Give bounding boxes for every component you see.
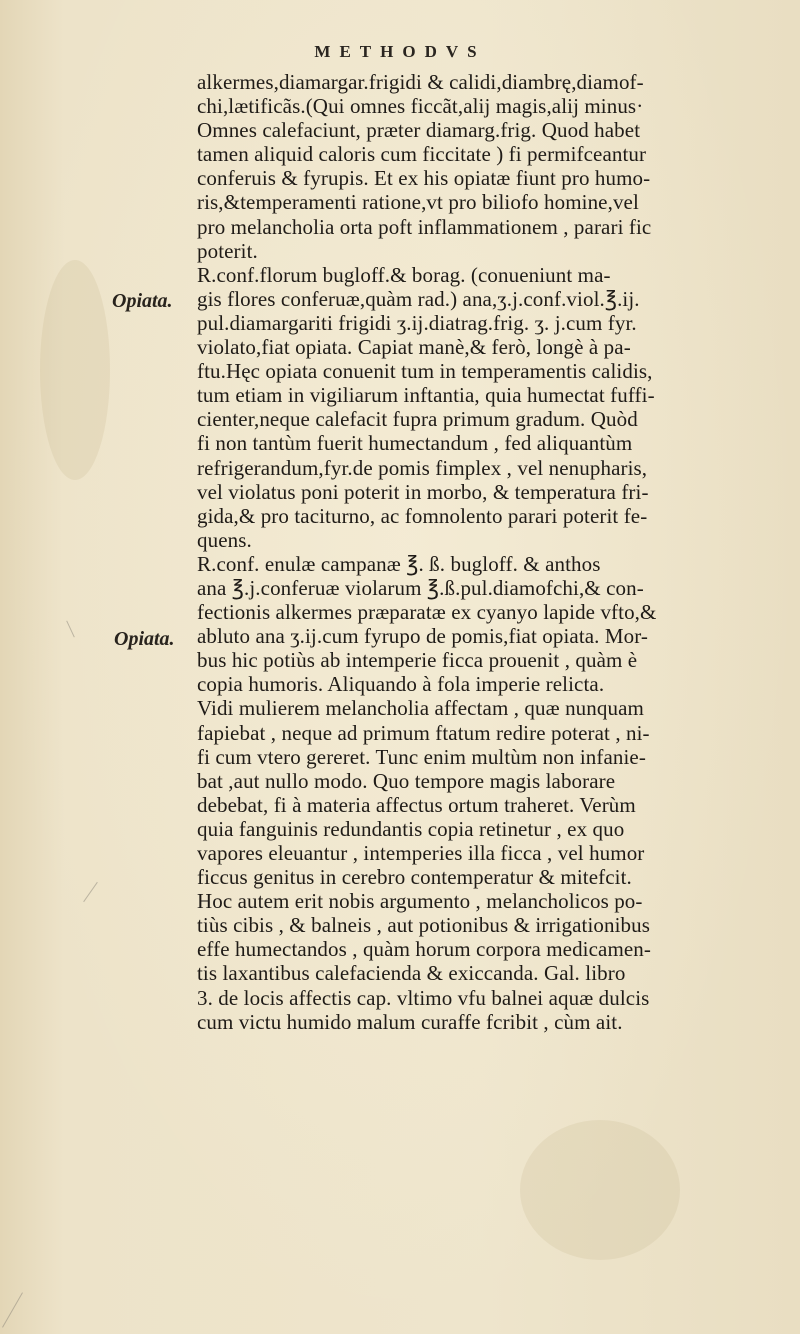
margin-note-opiata-2: Opiata. [114,628,175,650]
text-line: copia humoris. Aliquando à fola imperie relicta. [197,672,605,697]
text-line: fi non tantùm fuerit humectandum , fed aliquantùm [197,431,633,456]
text-line: tis laxantibus calefacienda & exiccanda. Gal. libro [197,961,626,986]
text-line: bat ,aut nullo modo. Quo tempore magis laborare [197,768,616,793]
text-line: refrigerandum,fyr.de pomis fimplex , vel nenupharis, [197,455,648,480]
text-line: debebat, fi à materia affectus ortum traheret. Verùm [197,792,636,817]
text-line: cum victu humido malum curaffe fcribit , cùm ait. [197,1009,623,1034]
text-line: Hoc autem erit nobis argumento , melancholicos po- [197,889,643,914]
text-line: chi,lætificãs.(Qui omnes ficcãt,alij magis,alij minus· [197,94,644,119]
text-line: tum etiam in vigiliarum inftantia, quia humectat fuffi- [197,383,655,408]
text-line: gis flores conferuæ,quàm rad.) ana,ʒ.j.conf.viol.℥.ij. [197,286,640,311]
text-line: poterit. [197,238,258,263]
running-title: METHODVS [314,42,486,61]
text-line: ris,&temperamenti ratione,vt pro biliofo homine,vel [197,190,639,215]
paper-stain [40,260,110,480]
pencil-mark [83,882,98,902]
text-line: R.conf.florum bugloff.& borag. (conueniunt ma- [197,262,611,287]
text-line: 3. de locis affectis cap. vltimo vfu balnei aquæ dulcis [197,985,650,1010]
text-line: gida,& pro taciturno, ac fomnolento parari poterit fe- [197,503,648,528]
text-line: ftu.Hęc opiata conuenit tum in temperamentis calidis, [197,359,653,384]
text-line: vel violatus poni poterit in morbo, & temperatura fri- [197,479,649,504]
text-line: vapores eleuantur , intemperies illa ficca , vel humor [197,841,645,865]
text-line: tiùs cibis , & balneis , aut potionibus & irrigationibus [197,913,650,938]
text-line: Omnes calefaciunt, præter diamarg.frig. Quod habet [197,118,641,143]
text-line: R.conf. enulæ campanæ ℥. ß. bugloff. & anthos [197,551,601,576]
text-line: abluto ana ʒ.ij.cum fyrupo de pomis,fiat opiata. Mor- [197,624,649,649]
text-line: tamen aliquid caloris cum ficcitate ) fi permifceantur [197,142,647,167]
text-line: alkermes,diamargar.frigidi & calidi,diambrę,diamof- [197,70,644,94]
text-line: effe humectandos , quàm horum corpora medicamen- [197,937,651,962]
text-line: pro melancholia orta poft inflammationem , parari fic [197,214,652,239]
pencil-mark [66,621,75,638]
text-line: cienter,neque calefacit fupra primum gradum. Quòd [197,407,638,432]
text-line: violato,fiat opiata. Capiat manè,& ferò, longè à pa- [197,335,631,360]
body-text [197,70,772,1034]
text-line: pul.diamargariti frigidi ʒ.ij.diatrag.frig. ʒ. j.cum fyr. [197,310,637,335]
pencil-mark [2,1292,23,1327]
text-line: bus hic potiùs ab intemperie ficca prouenit , quàm è [197,648,638,673]
paper-stain [520,1120,680,1260]
text-line: fapiebat , neque ad primum ftatum redire poterat , ni- [197,720,650,745]
margin-note-opiata-1: Opiata. [112,290,173,312]
text-line: fi cum vtero gereret. Tunc enim multùm non infanie- [197,744,646,769]
text-line: quia fanguinis redundantis copia retinetur , ex quo [197,816,625,841]
text-line: quens. [197,527,252,552]
text-line: conferuis & fyrupis. Et ex his opiatæ fiunt pro humo- [197,166,651,191]
text-line: fectionis alkermes præparatæ ex cyanyo lapide vfto,& [197,600,657,625]
text-line: ana ℥.j.conferuæ violarum ℥.ß.pul.diamofchi,& con- [197,575,644,600]
text-line: Vidi mulierem melancholia affectam , quæ nunquam [197,696,644,721]
text-line: ficcus genitus in cerebro contemperatur & mitefcit. [197,865,632,890]
